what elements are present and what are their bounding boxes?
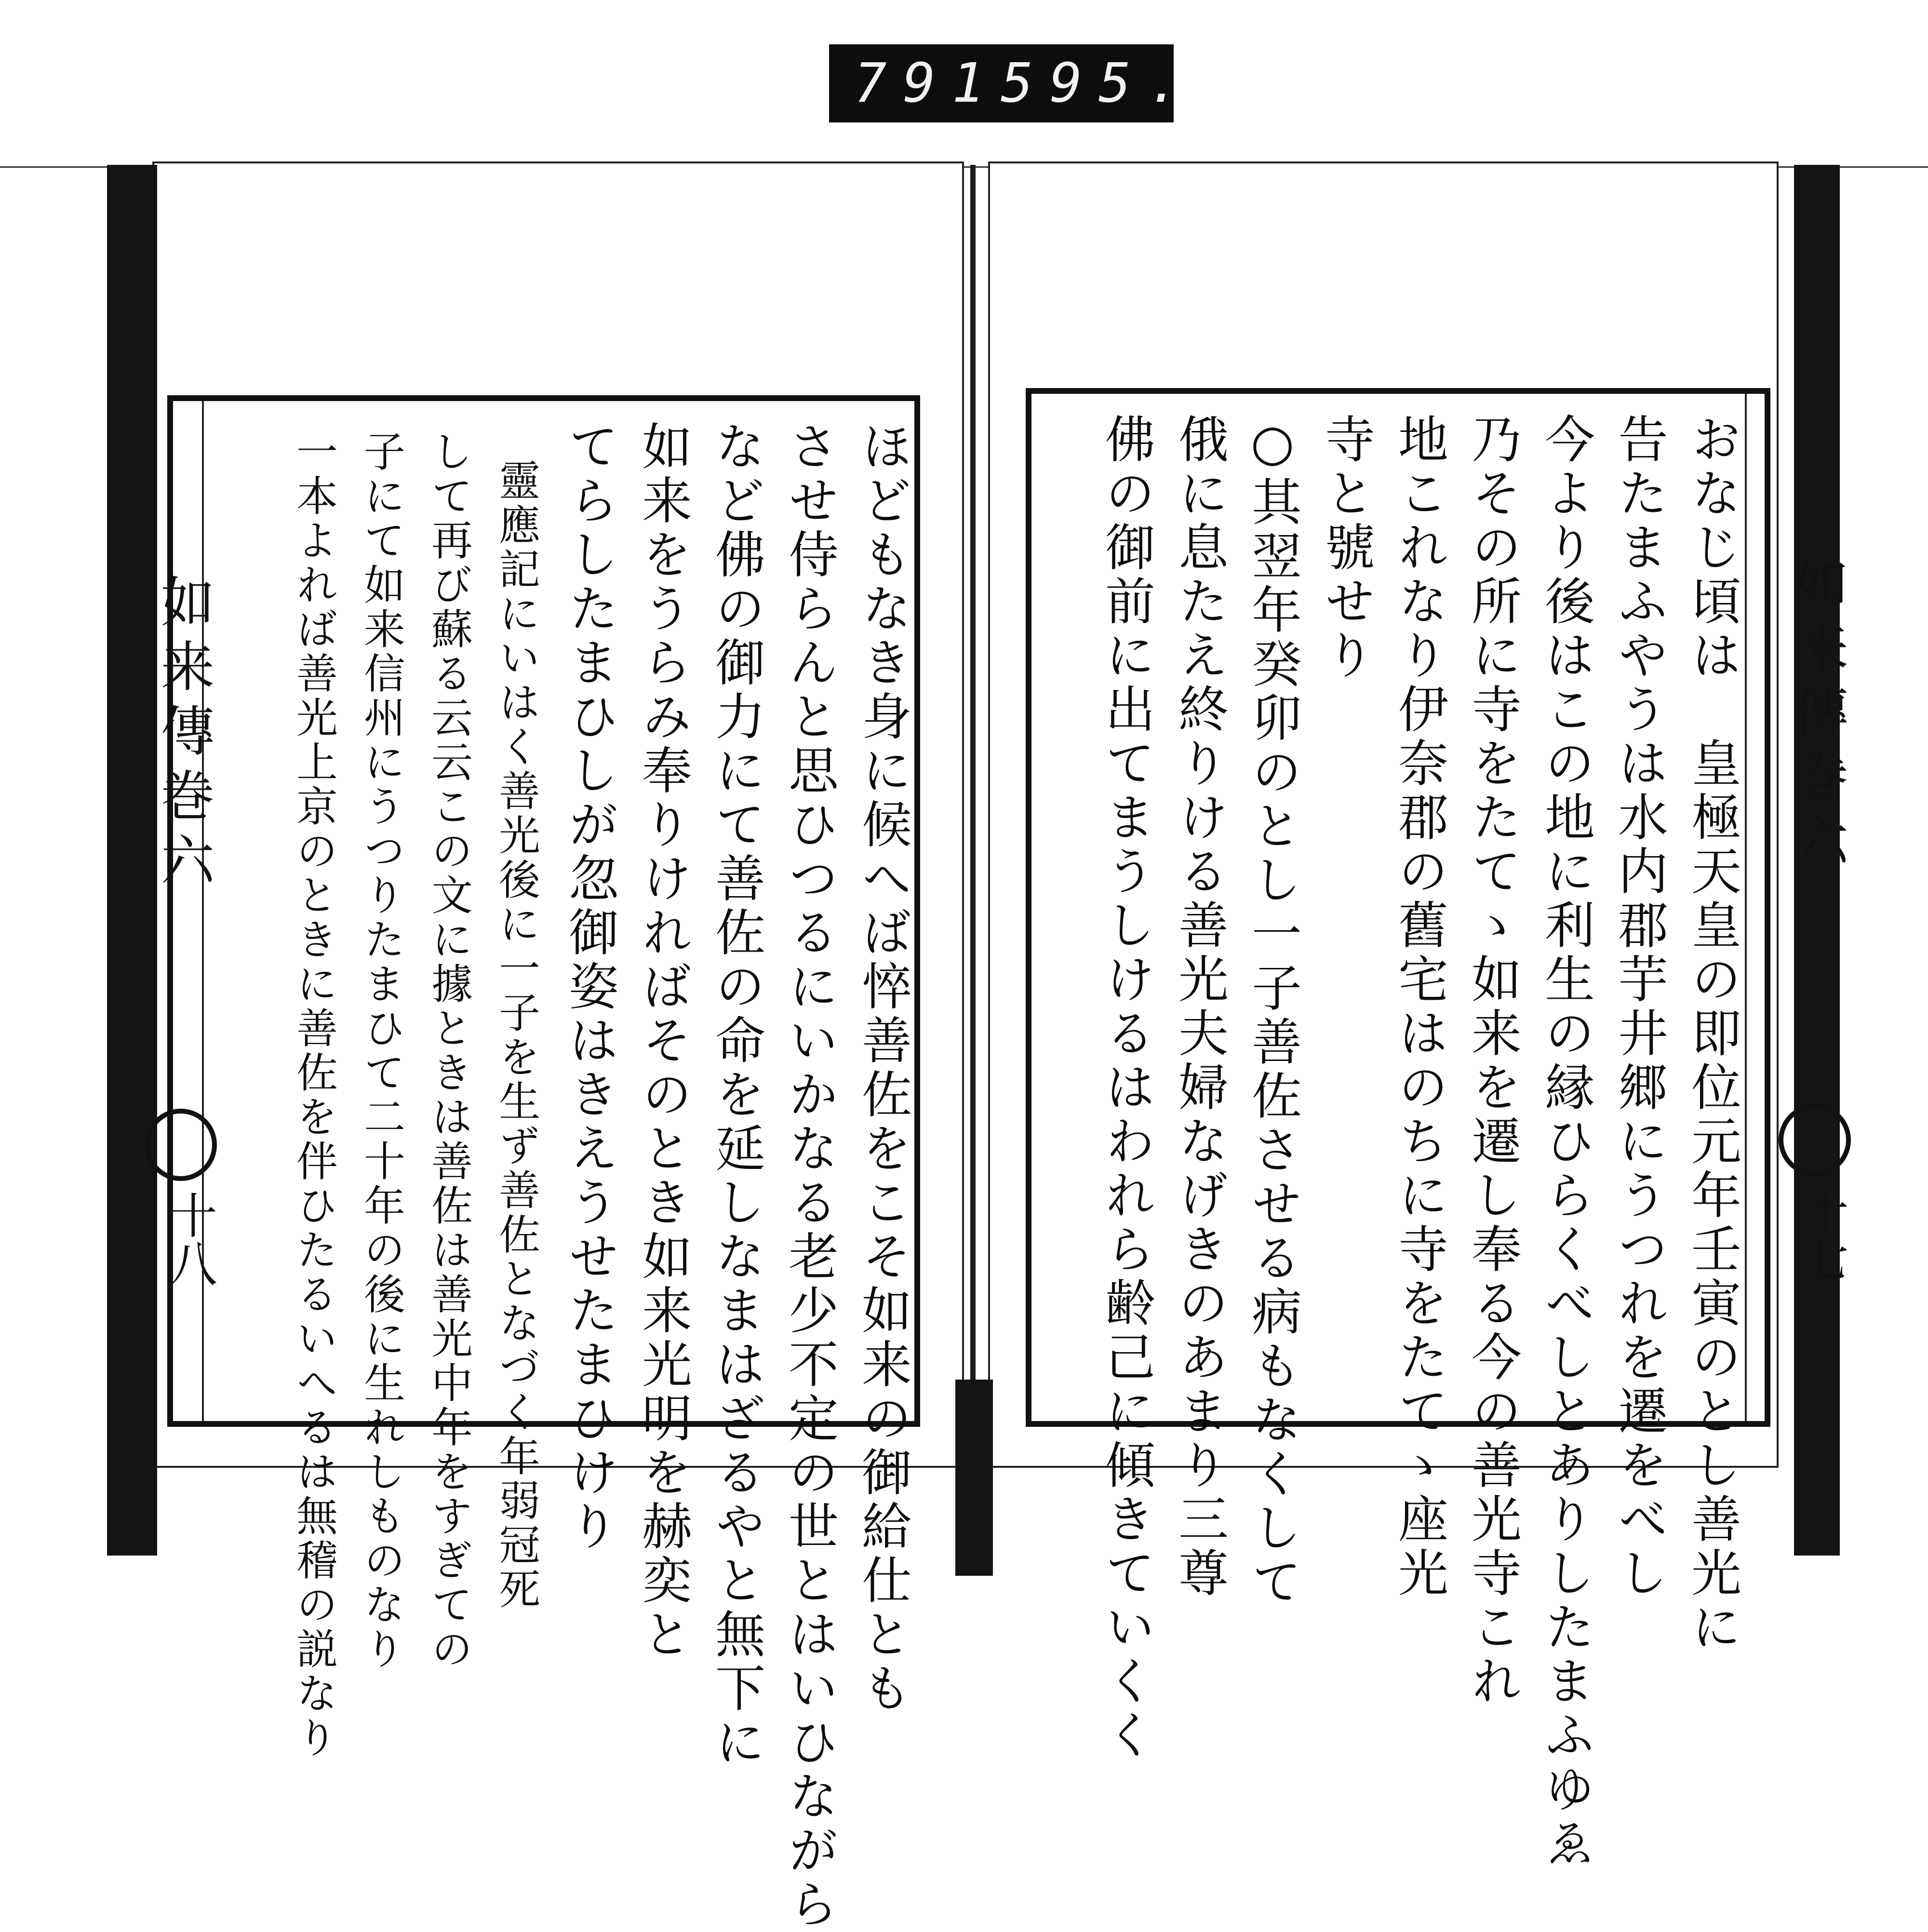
- right-column-5: 地これなり伊奈郡の舊宅はのちに寺をたてゝ座光: [1390, 413, 1448, 1601]
- left-column-6: 靈應記にいはく善光後に一子を生ず善佐となづく年弱冠死: [492, 459, 540, 1612]
- left-column-3: など佛の御力にて善佐の命を延しなまはざるやと無下に: [707, 420, 765, 1770]
- left-column-9: 一本よれば善光上京のときに善佐を伴ひたるいへるは無稽の説なり: [289, 430, 337, 1760]
- left-column-7: して再び蘇る云云この文に據ときは善佐は善光中年をすぎての: [424, 430, 472, 1672]
- right-column-7: ○其翌年癸卯のとし一子善佐させる病もなくして: [1243, 413, 1302, 1610]
- left-column-8: 子にて如来信州にうつりたまひて二十年の後に生れしものなり: [357, 430, 405, 1672]
- right-text-block: [1026, 388, 1770, 1871]
- right-column-6: 寺と號せり: [1316, 413, 1375, 683]
- right-page-number: 十七: [1793, 1186, 1849, 1282]
- left-column-2: させ侍らんと思ひつるにいかなる老少不定の世とはいひながら: [780, 420, 839, 1932]
- right-fold-circle: [1779, 1104, 1851, 1176]
- left-column-4: 如来をうらみ奉りければそのとき如来光明を赫奕と: [633, 420, 692, 1662]
- right-column-2: 告たまふやうは水内郡芋井郷にうつれを遷をべし: [1609, 413, 1668, 1601]
- right-column-4: 乃その所に寺をたてゝ如来を遷し奉る今の善光寺これ: [1463, 413, 1522, 1709]
- right-column-8: 俄に息たえ終りける善光夫婦なげきのあまり三尊: [1170, 413, 1229, 1601]
- left-column-1: ほどもなき身に候へば悴善佐をこそ如来の御給仕とも: [853, 420, 912, 1716]
- label-left-number: 791: [854, 52, 1001, 115]
- scan-label: [829, 44, 1197, 122]
- right-column-3: 今より後はこの地に利生の縁ひらくべしとありしたまふゆゑ: [1536, 413, 1595, 1871]
- left-fold-circle: [145, 1109, 217, 1181]
- right-page-header: 如来傳巻六: [1786, 554, 1848, 877]
- right-column-9: 佛の御前に出てまうしけるはわれら齢己に傾きていくく: [1097, 413, 1155, 1763]
- right-column-1: おなじ頃は 皇極天皇の即位元年壬寅のとし善光に: [1683, 413, 1741, 1655]
- right-inner-rule: [1745, 394, 1747, 1421]
- left-column-5: てらしたまひしが忽御姿はきえうせたまひけり: [560, 420, 619, 1554]
- label-right-number: 595.: [1001, 52, 1197, 115]
- left-page-header: 如来傳巻六: [152, 574, 214, 897]
- spine-foot: [955, 1380, 993, 1576]
- book-spine: [970, 165, 976, 1418]
- left-page-number: 十八: [161, 1191, 217, 1287]
- left-text-block: [167, 395, 920, 1932]
